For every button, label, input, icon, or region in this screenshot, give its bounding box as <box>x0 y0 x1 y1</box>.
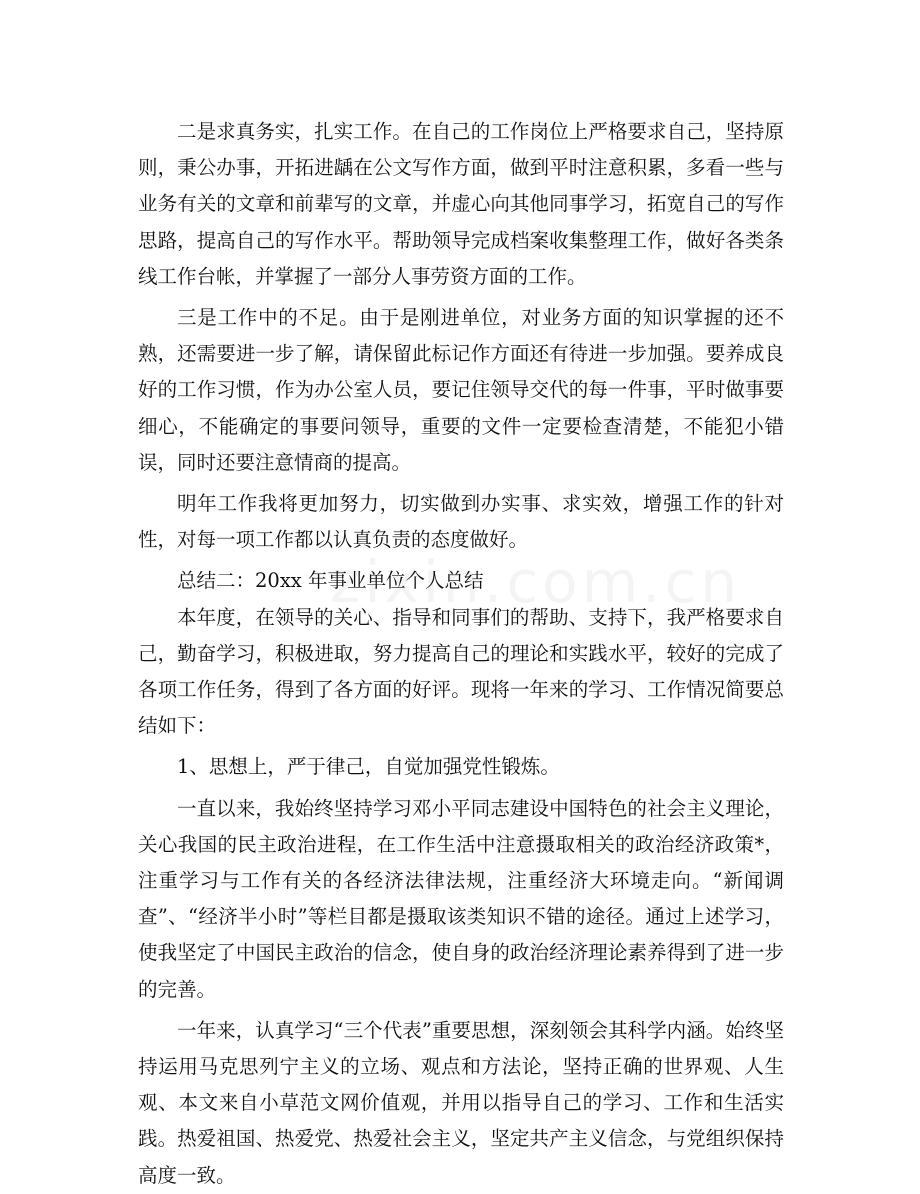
paragraph-annual-intro: 本年度，在领导的关心、指导和同事们的帮助、支持下，我严格要求自己，勤奋学习，积极进取，努力提高自己的理论和实践水平，较好的完成了各项工作任务，得到了各方面的好评。现将一年来的学习、工作情况简要总结如下： <box>138 605 784 738</box>
section-heading: 总结二：20xx 年事业单位个人总结 <box>177 569 484 593</box>
paragraph-theory-study: 一直以来，我始终坚持学习邓小平同志建设中国特色的社会主义理论，关心我国的民主政治进程，在工作生活中注意摄取相关的政治经济政策*，注重学习与工作有关的各经济法律法规，注重经济大环境走向。“新闻调查”、“经济半小时”等栏目都是摄取该类知识不错的途径。通过上述学习，使我坚定了中国民主政治的信念，使自身的政治经济理论素养得到了进一步的完善。 <box>138 796 784 1001</box>
document-body <box>138 114 784 1194</box>
paragraph-shortcomings: 三是工作中的不足。由于是刚进单位，对业务方面的知识掌握的还不熟，还需要进一步了解，请保留此标记作方面还有待进一步加强。要养成良好的工作习惯，作为办公室人员，要记住领导交代的每一件事，平时做事要细心，不能确定的事要问领导，重要的文件一定要检查清楚，不能犯小错误，同时还要注意情商的提高。 <box>138 306 784 474</box>
paragraph-three-represents: 一年来，认真学习“三个代表”重要思想，深刻领会其科学内涵。始终坚持运用马克思列宁主义的立场、观点和方法论，坚持正确的世界观、人生观、本文来自小草范文网价值观，并用以指导自己的学习、工作和生活实践。热爱祖国、热爱党、热爱社会主义，坚定共产主义信念，与党组织保持高度一致。 <box>138 1018 784 1187</box>
paragraph-seek-truth: 二是求真务实，扎实工作。在自己的工作岗位上严格要求自己，坚持原则，秉公办事，开拓进龋在公文写作方面，做到平时注意积累，多看一些与业务有关的文章和前辈写的文章，并虚心向其他同事学习，拓宽自己的写作思路，提高自己的写作水平。帮助领导完成档案收集整理工作，做好各类条线工作台帐，并掌握了一部分人事劳资方面的工作。 <box>138 120 784 288</box>
paragraph-next-year: 明年工作我将更加努力，切实做到办实事、求实效，增强工作的针对性，对每一项工作都以认真负责的态度做好。 <box>138 492 784 552</box>
paragraph-item-ideology: 1、思想上，严于律己，自觉加强党性锻炼。 <box>177 755 560 779</box>
